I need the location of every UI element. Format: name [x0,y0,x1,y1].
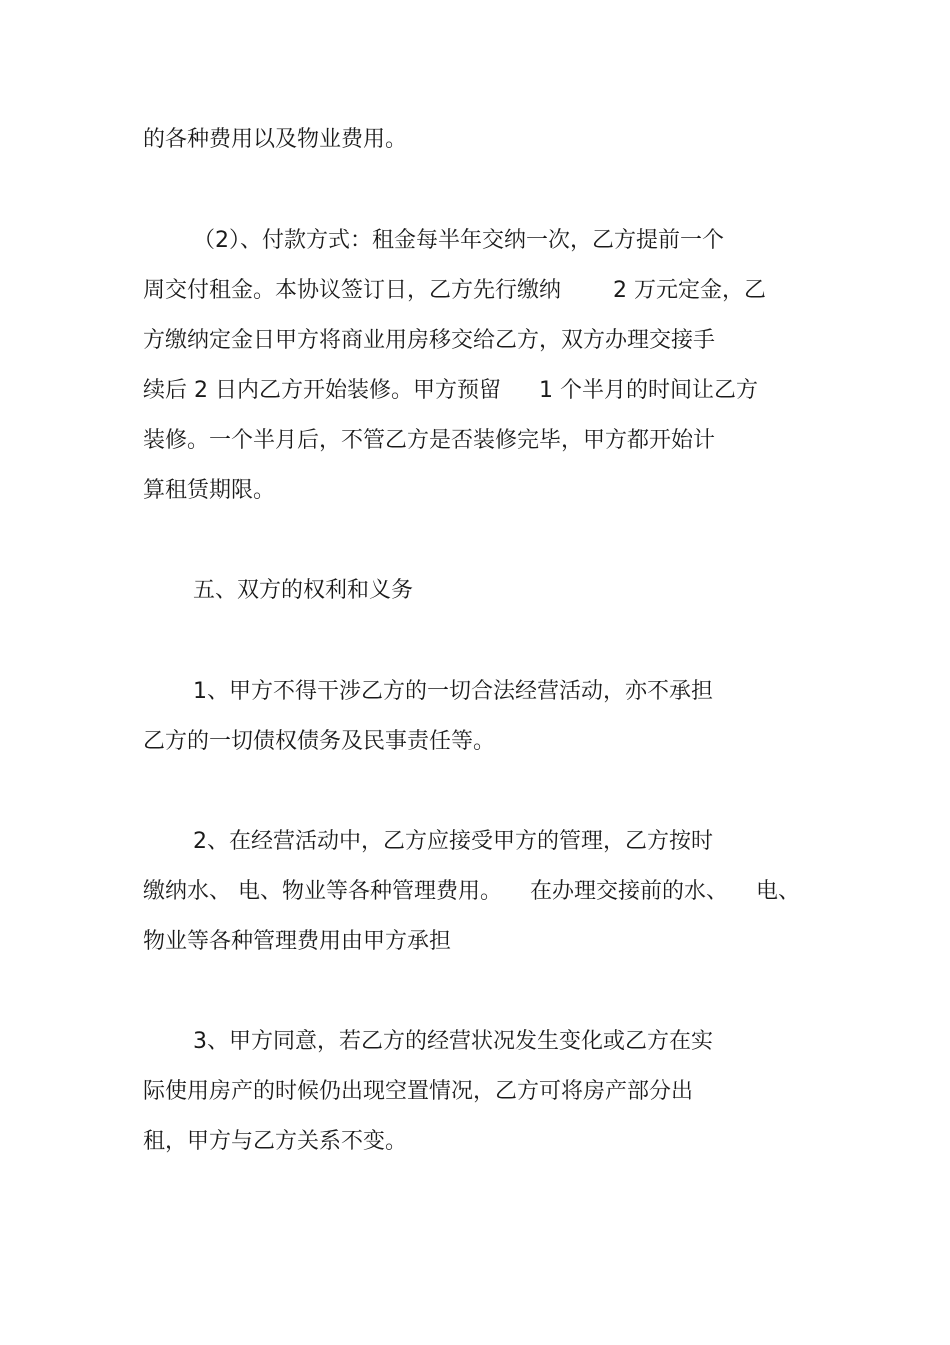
text-line [143,426,715,456]
text-line [143,376,758,406]
text-line [193,226,724,256]
text-line [143,927,451,957]
paragraph-text: 电、 [756,879,801,904]
text-line [143,476,275,506]
paragraph-text: 缴纳水、 电、物业等各种管理费用。 [143,879,502,904]
paragraph-text: 物业等各种管理费用由甲方承担 [143,929,452,954]
text-line [143,727,495,757]
text-line [193,1027,713,1057]
text-line [193,827,713,857]
paragraph-text: 租，甲方与乙方关系不变。 [143,1129,408,1154]
text-line [143,276,766,306]
paragraph-text: 装修。一个半月后，不管乙方是否装修完毕，甲方都开始计 [143,428,716,453]
paragraph-text: 方缴纳定金日甲方将商业用房移交给乙方，双方办理交接手 [143,328,716,353]
text-line [143,125,407,155]
text-line [193,677,713,707]
paragraph-text: 2、在经营活动中，乙方应接受甲方的管理，乙方按时 [193,829,713,854]
paragraph-text: 际使用房产的时候仍出现空置情况，乙方可将房产部分出 [143,1079,694,1104]
paragraph-text: 的各种费用以及物业费用。 [143,127,408,152]
paragraph-text: 在办理交接前的水、 [530,879,729,904]
text-line [143,877,800,907]
paragraph-text: 算租赁期限。 [143,478,276,503]
text-line [143,1127,407,1157]
text-line [143,1077,693,1107]
paragraph-text: 1、甲方不得干涉乙方的一切合法经营活动，亦不承担 [193,679,713,704]
paragraph-text: 2 万元定金，乙 [613,278,767,303]
paragraph-text: 周交付租金。本协议签订日，乙方先行缴纳 [143,278,562,303]
heading-text: 五、双方的权利和义务 [193,578,414,603]
text-line [143,326,715,356]
paragraph-text: 3、甲方同意，若乙方的经营状况发生变化或乙方在实 [193,1029,713,1054]
paragraph-text: 续后 2 日内乙方开始装修。甲方预留 [143,378,501,403]
paragraph-text: （2）、付款方式：租金每半年交纳一次，乙方提前一个 [193,228,724,253]
section-heading [193,576,413,606]
paragraph-text: 1 个半月的时间让乙方 [539,378,758,403]
paragraph-text: 乙方的一切债权债务及民事责任等。 [143,729,496,754]
